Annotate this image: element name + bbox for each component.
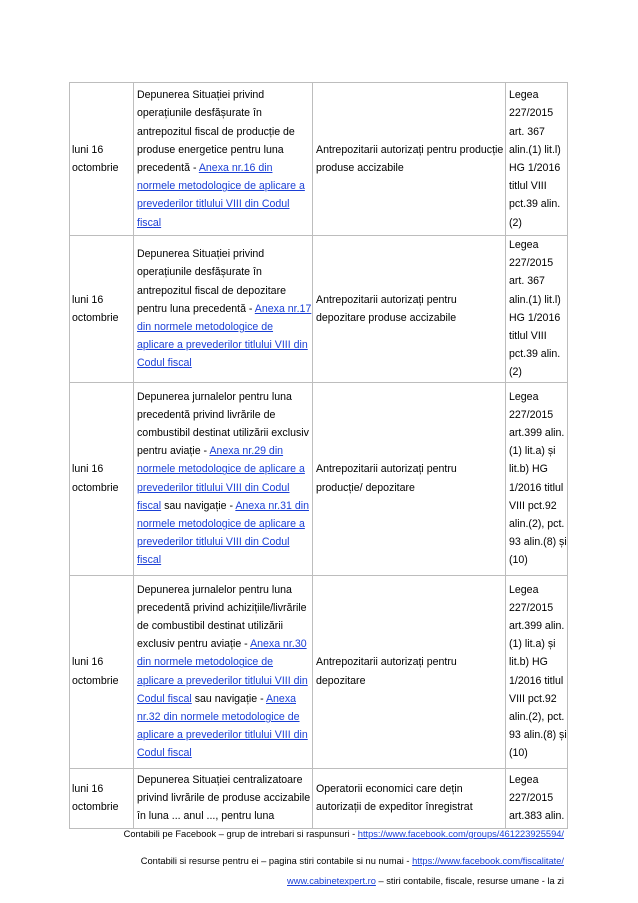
date-cell: luni 16 octombrie: [70, 768, 134, 828]
description-text: Depunerea jurnalelor pentru luna precedentă privind livrările de combustibil destinat utilizării exclusiv pentru aviație -: [137, 390, 309, 458]
annex-link[interactable]: Anexa nr.31 din normele metodologice de aplicare a prevederilor titlului VIII din Codul fiscal: [137, 499, 309, 567]
entities-cell: Operatorii economici care dețin autorizații de expeditor înregistrat: [313, 768, 506, 828]
description-cell: [134, 382, 313, 575]
facebook-group-link[interactable]: https://www.facebook.com/groups/461223925594/: [357, 829, 564, 839]
entities-cell: Antrepozitarii autorizați pentru producție/ depozitare: [313, 382, 506, 575]
legal-basis-cell: Legea 227/2015 art. 367 alin.(1) lit.l) HG 1/2016 titlul VIII pct.39 alin.(2): [506, 236, 568, 383]
description-cell: [134, 575, 313, 768]
legal-basis-cell: Legea 227/2015 art.383 alin.: [506, 768, 568, 828]
obligations-table: [69, 82, 568, 829]
description-text: sau navigație -: [191, 692, 266, 705]
date-cell: luni 16 octombrie: [70, 382, 134, 575]
description-text: sau navigație -: [161, 499, 236, 512]
annex-link[interactable]: Anexa nr.30 din normele metodologice de aplicare a prevederilor titlului VIII din Codul fiscal: [137, 638, 308, 705]
table-row: [70, 575, 568, 768]
footer-text: Contabili si resurse pentru ei – pagina stiri contabile si nu numai -: [140, 856, 413, 866]
table-row: [70, 768, 568, 828]
description-cell: [134, 236, 313, 383]
description-text: Depunerea jurnalelor pentru luna precedentă privind achizițiile/livrările de combustibil destinat utilizării exclusiv pentru aviație -: [137, 583, 307, 651]
entities-cell: Antrepozitarii autorizați pentru depozitare: [313, 575, 506, 768]
legal-basis-cell: Legea 227/2015 art.399 alin. (1) lit.a) și lit.b) HG 1/2016 titlul VIII pct.92 alin.(2), pct. 93 alin.(8) și (10): [506, 382, 568, 575]
footer-line-facebook-group: [124, 829, 564, 839]
footer-line-facebook-page: [141, 856, 564, 866]
table-row: [70, 236, 568, 383]
annex-link[interactable]: Anexa nr.16 din normele metodologice de aplicare a prevederilor titlului VIII din Codul fiscal: [137, 162, 305, 229]
facebook-page-link[interactable]: https://www.facebook.com/fiscalitate/: [412, 856, 564, 866]
description-cell: [134, 83, 313, 236]
footer-text: – stiri contabile, fiscale, resurse umane - la zi: [375, 876, 564, 886]
description-text: Depunerea Situației centralizatoare privind livrările de produse accizabile în luna ... anul ..., pentru luna: [137, 773, 311, 823]
annex-link[interactable]: Anexa nr.29 din normele metodologice de aplicare a prevederilor titlului VIII din Codul fiscal: [137, 445, 305, 512]
description-text: Depunerea Situației privind operațiunile desfășurate în antrepozitul fiscal de producție de produse energetice pentru luna precedentă -: [137, 89, 295, 174]
table-row: [70, 382, 568, 575]
footer-text: Contabili pe Facebook – grup de intrebari si raspunsuri -: [123, 829, 358, 839]
description-text: Depunerea Situației privind operațiunile desfășurate în antrepozitul fiscal de depozitare pentru luna precedentă -: [137, 248, 286, 315]
entities-cell: Antrepozitarii autorizați pentru producție produse accizabile: [313, 83, 506, 236]
date-cell: luni 16 octombrie: [70, 575, 134, 768]
entities-cell: Antrepozitarii autorizați pentru depozitare produse accizabile: [313, 236, 506, 383]
footer-line-website: [287, 876, 564, 886]
date-cell: luni 16 octombrie: [70, 83, 134, 236]
legal-basis-cell: Legea 227/2015 art.399 alin. (1) lit.a) și lit.b) HG 1/2016 titlul VIII pct.92 alin.(2), pct. 93 alin.(8) și (10): [506, 575, 568, 768]
description-cell: [134, 768, 313, 828]
date-cell: luni 16 octombrie: [70, 236, 134, 383]
annex-link[interactable]: Anexa nr.32 din normele metodologice de aplicare a prevederilor titlului VIII din Codul fiscal: [137, 692, 308, 760]
website-link[interactable]: www.cabinetexpert.ro: [287, 876, 376, 886]
annex-link[interactable]: Anexa nr.17 din normele metodologice de aplicare a prevederilor titlului VIII din Codul fiscal: [137, 302, 312, 370]
table-row: [70, 83, 568, 236]
legal-basis-cell: Legea 227/2015 art. 367 alin.(1) lit.l) HG 1/2016 titlul VIII pct.39 alin.(2): [506, 83, 568, 236]
